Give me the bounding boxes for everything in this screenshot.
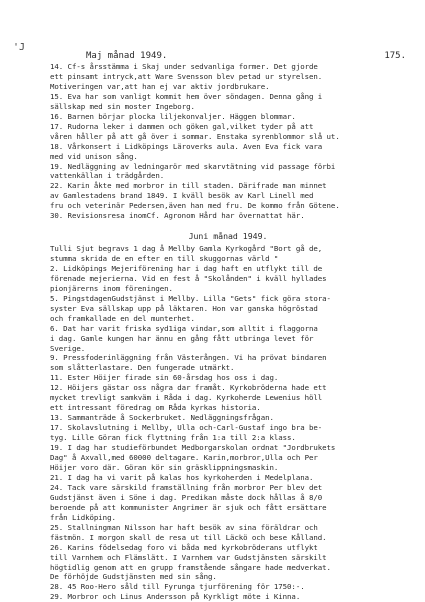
diary-line: 16. Barnen börjar plocka liljekonvaljer. Häggen blommar. [50,111,296,121]
diary-line: 22. Karin åkte med morbror in till staden. Därifrade man minnet [50,181,327,191]
diary-line: Motiveringen var,att han ej var aktiv jordbrukare. [50,81,270,91]
diary-line: fästmön. I morgon skall de resa ut till Läckö och bese Kålland. [50,532,327,542]
diary-line: 11. Ester Höijer firade sin 60-årsdag hos oss i dag. [50,373,279,383]
may-entries [50,62,406,221]
diary-line: 2. Lidköpings Mejeriförening har i dag haft en utflykt till de [50,263,323,273]
diary-line: 15. Eva har som vanligt kommit hem över söndagen. Denna gång i [50,91,323,101]
diary-line: 30. Revisionsresa inomCf. Agronom Hård har övernattat här. [50,211,305,221]
diary-line: och framkallade en del munterhet. [50,313,195,323]
diary-line: våren håller på att gå över i sommar. Enstaka syrenblommor slå ut. [50,131,340,141]
diary-line: i dag. Gamle kungen har ännu en gång fått utbringa levet för [50,333,314,343]
diary-line: med vid unison sång. [50,151,138,161]
diary-line: fru och veterinär Pedersen,även han med fru. De kommo från Götene. [50,201,340,211]
diary-line: till Varnhem och Flämslätt. I Varnhem var Gudstjänsten särskilt [50,552,327,562]
diary-line: Dag" å Axvall,med 60000 deltagare. Karin,morbror,Ulla och Per [50,453,318,463]
june-heading: Juni månad 1949. [188,231,268,241]
diary-line: 29. Morbror och Linus Andersson på Kyrkligt möte i Kinna. [50,592,301,602]
diary-line: Sverige. [50,343,86,353]
diary-line: sällskap med sin moster Ingeborg. [50,101,195,111]
diary-line: högtidlig genom att en grupp framstående sångare hade medverkat. [50,562,331,572]
diary-line: 26. Karins födelsedag foro vi båda med kyrkobröderans utflykt [50,542,318,552]
diary-line: vattenkällan i trädgården. [50,171,165,181]
diary-line: 28. 45 Roo-Hero såld till Fyrunga tjurförening för 1750:-. [50,582,305,592]
diary-line: 13. Sammanträde å Sockerbruket. Nedläggningsfrågan. [50,413,274,423]
diary-line: 17. Skolavslutning i Mellby, Ulla och-Carl-Gustaf ingo bra be- [50,423,323,433]
diary-line: 18. Vårkonsert i Lidköpings Läroverks aula. Aven Eva fick vara [50,141,323,151]
diary-line: 14. Cf-s årsstämma i Skaj under sedvanliga former. Det gjorde [50,62,318,71]
diary-line: Höijer voro där. Göran kör sin gräsklippningsmaskin. [50,462,279,472]
diary-line: pionjärerns inom föreningen. [50,283,173,293]
page-number: 175. [384,51,406,61]
diary-line: 24. Tack vare särskild framställning från morbror Per blev det [50,482,323,492]
diary-line: 17. Rudorna leker i dammen och göken gal,vilket tyder på att [50,121,314,131]
diary-line: stumma skrida de en efter en till skuggornas värld " [50,253,279,263]
diary-line: 19. I dag har studieförbundet Medborgarskolan ordnat "Jordbrukets [50,443,336,453]
diary-line: beroende på att kommunister Angrimer är sjuk och fått ersättare [50,502,327,512]
diary-line: som slåtterlastare. Den fungerade utmärkt. [50,363,235,373]
month-heading: Maj månad 1949. [86,51,168,61]
diary-line: ett pinsamt intryck,att Ware Svensson blev petad ur styrelsen. [50,71,323,81]
diary-line: av Gamlestadens brand 1849. I kväll besök av Karl Linell med [50,191,314,201]
diary-line: förenade mejerierna. Vid en fest å "Skolånden" i kväll hyllades [50,273,327,283]
margin-mark: 'J [13,42,26,53]
june-entries [50,244,406,602]
diary-line: 21. I dag ha vi varit på kalas hos kyrkoherden i Medelplana. [50,472,314,482]
diary-line: 19. Nedläggning av ledningarör med skarvtätning vid passage förbi [50,161,336,171]
diary-line: från Lidköping. [50,512,116,522]
diary-line: 6. Dat har varit friska syd1iga vindar,som alltit i flaggorna [50,323,318,333]
page-header [86,50,406,62]
diary-line: mycket trevligt samkväm i Råda i dag. Kyrkoherde Lewenius höll [50,393,323,403]
diary-line: Tulli Sjut begravs 1 dag å Mellby Gamla Kyrkogård "Bort gå de, [50,244,323,253]
diary-line: 5. PingstdagenGudstjänst i Mellby. Lilla "Gets" fick göra stora- [50,293,331,303]
diary-line: De förhöjde Gudstjänsten med sin sång. [50,572,217,582]
diary-line: syster Eva sällskap upp på läktaren. Hon var ganska högröstad [50,303,318,313]
diary-line: tyg. Lille Göran fick flyttning från 1:a till 2:a klass. [50,433,296,443]
diary-line: Gudstjänst även i Söne i dag. Predikan måste dock hållas å 8/0 [50,492,323,502]
diary-line: 25. Stallningman Nilsson har haft besök av sina föräldrar och [50,522,318,532]
diary-line: ett intressant föredrag om Råda kyrkas historia. [50,403,261,413]
diary-line: 12. Höijers gästar oss några dar framåt. Kyrkobröderna hade ett [50,383,327,393]
diary-line: 9. Pressfoderinläggning från Västerången. Vi ha prövat bindaren [50,353,327,363]
